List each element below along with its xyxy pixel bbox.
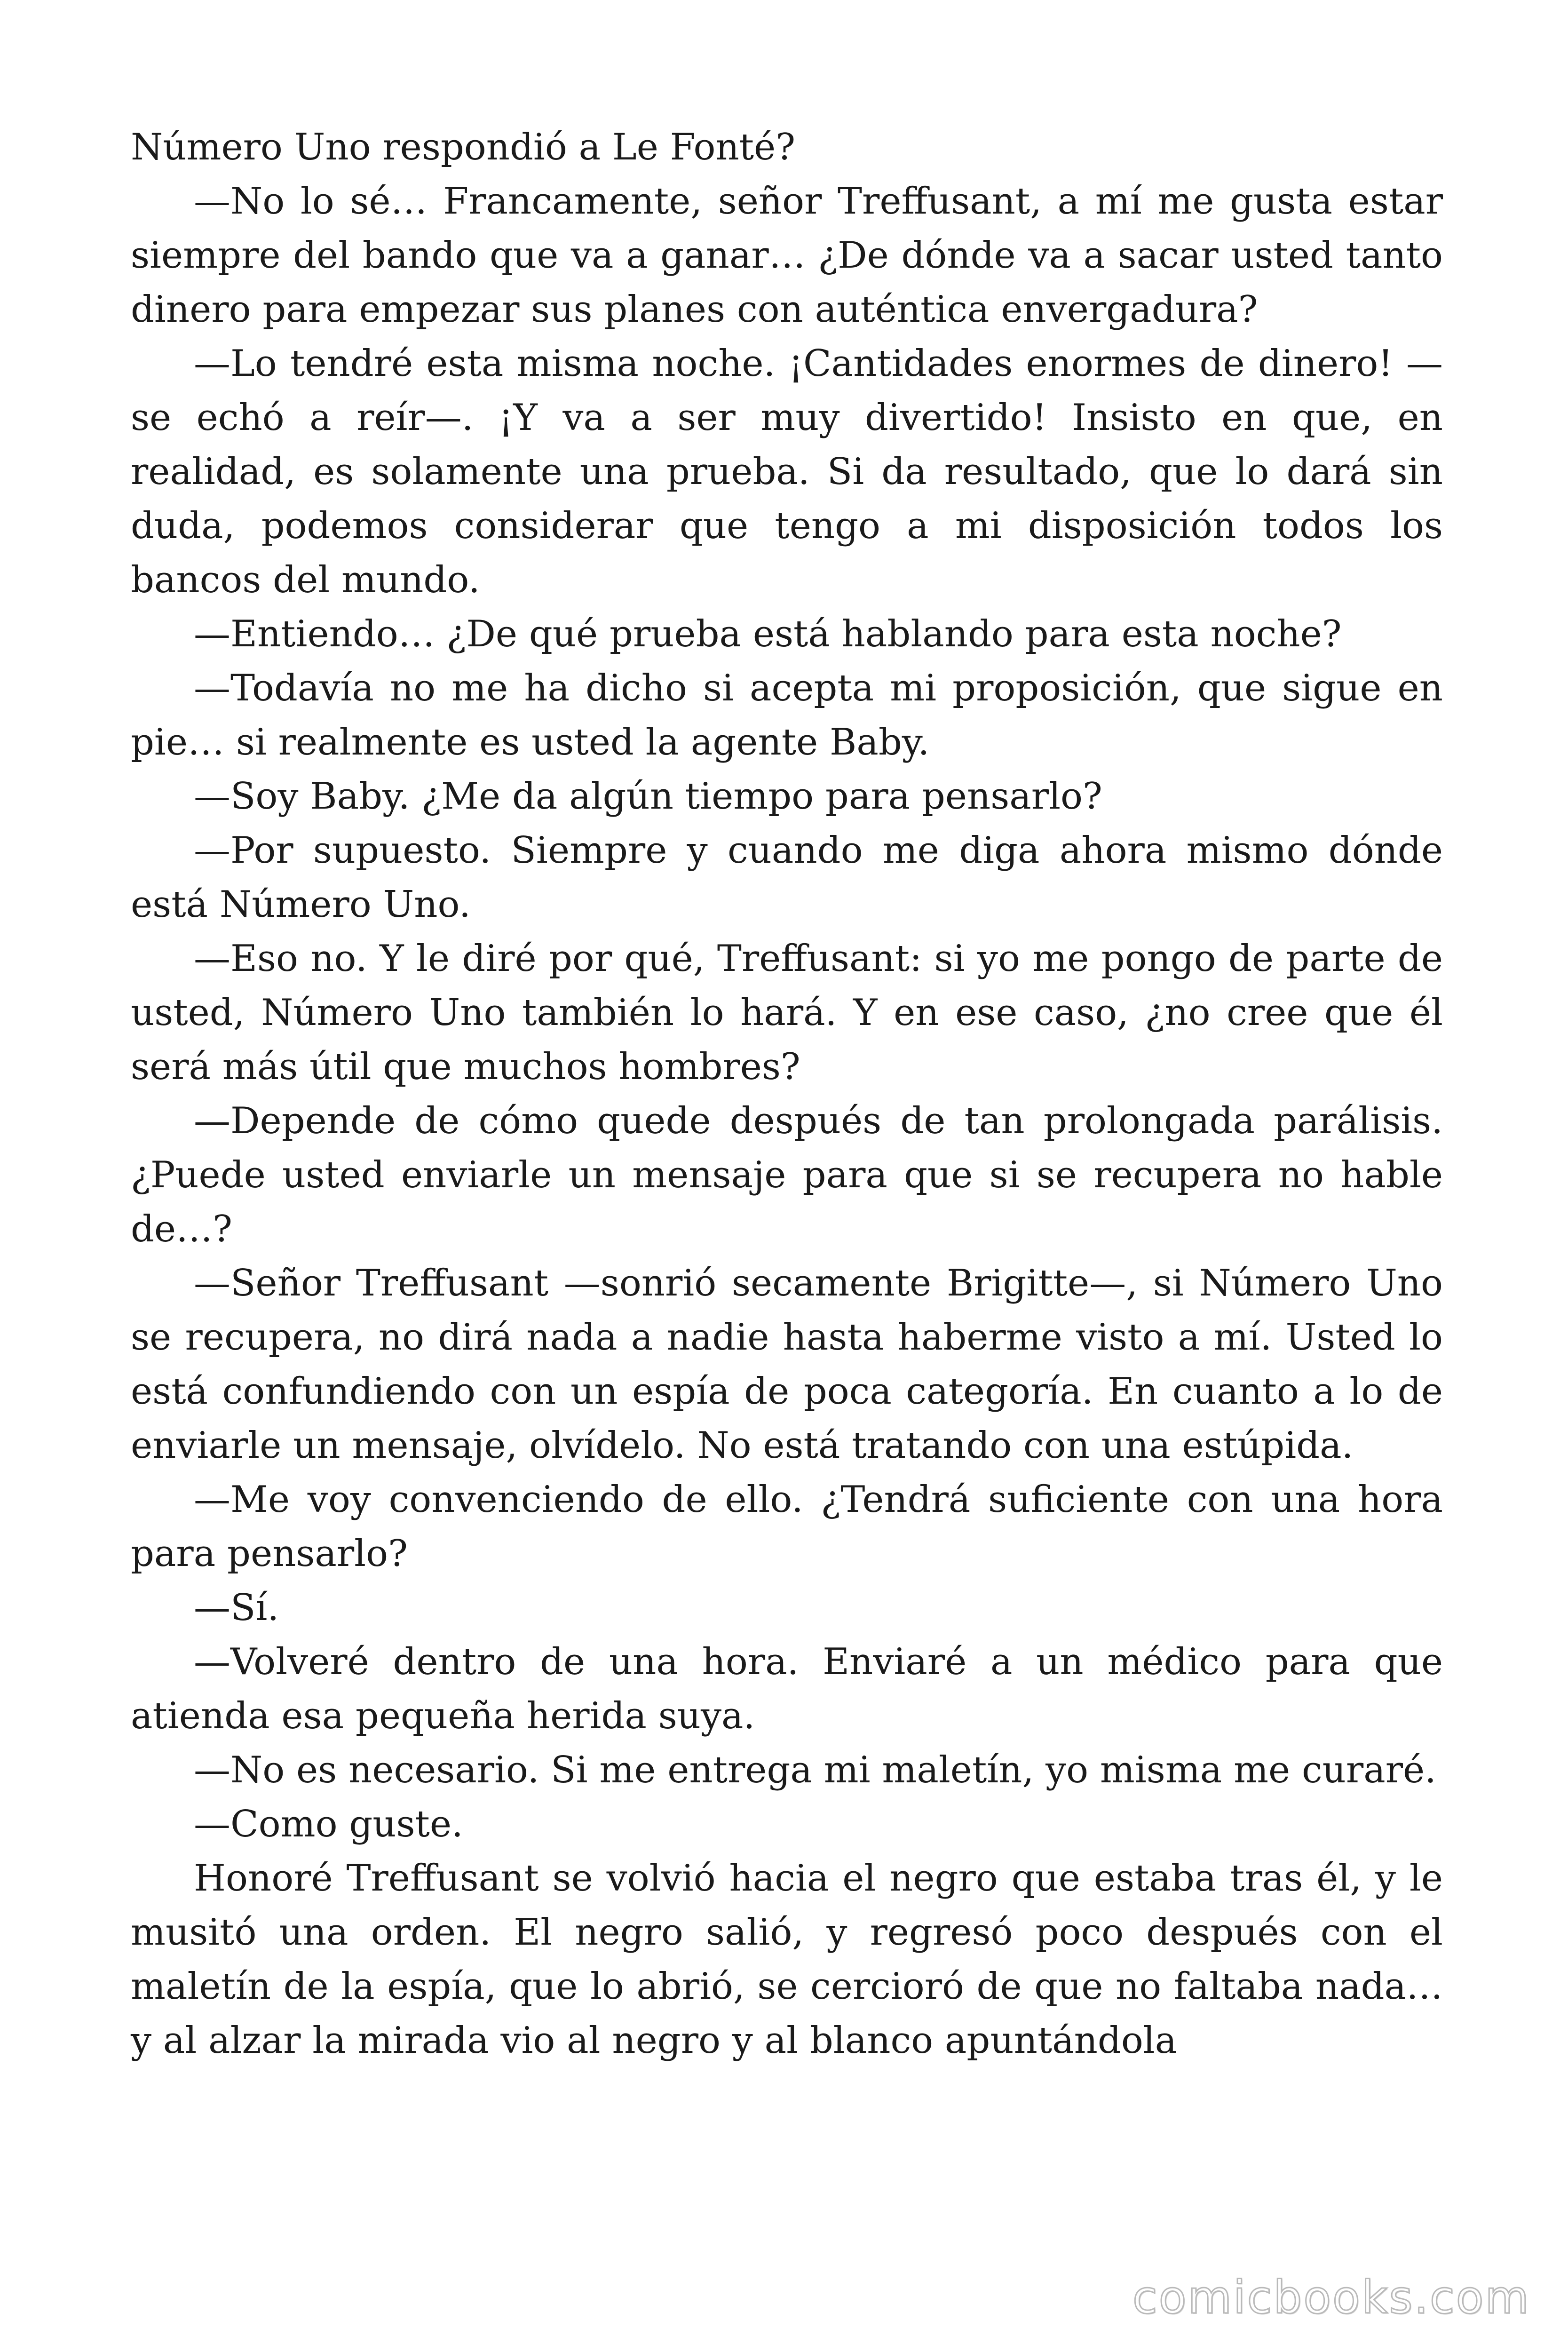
paragraph: —Depende de cómo quede después de tan prolongada parálisis. ¿Puede usted enviarle un mensaje para que si se recupera no hable de…? bbox=[131, 1100, 1443, 1250]
paragraph: —No lo sé… Francamente, señor Treffusant, a mí me gusta estar siempre del bando que va a ganar… ¿De dónde va a sacar usted tanto dinero para empezar sus planes con auténtica envergadura? bbox=[131, 180, 1443, 331]
paragraph: —Sí. bbox=[194, 1587, 279, 1629]
paragraph: —Señor Treffusant —sonrió secamente Brigitte—, si Número Uno se recupera, no dirá nada a nadie hasta haberme visto a mí. Usted lo está confundiendo con un espía de poca categoría. En cuanto a lo de enviarle un mensaje, olvídelo. No está tratando con una estúpida. bbox=[131, 1262, 1443, 1467]
paragraph: —Volveré dentro de una hora. Enviaré a un médico para que atienda esa pequeña herida suya. bbox=[131, 1641, 1443, 1737]
paragraph: —Me voy convenciendo de ello. ¿Tendrá suficiente con una hora para pensarlo? bbox=[131, 1478, 1443, 1575]
paragraph: —Como guste. bbox=[194, 1803, 463, 1845]
paragraph: —Por supuesto. Siempre y cuando me diga ahora mismo dónde está Número Uno. bbox=[131, 829, 1443, 926]
paragraph: —Lo tendré esta misma noche. ¡Cantidades enormes de dinero! —se echó a reír—. ¡Y va a ser muy divertido! Insisto en que, en realidad, es solamente una prueba. Si da resultado, que lo dará sin duda, podemos considerar que tengo a mi disposición todos los bancos del mundo. bbox=[131, 342, 1443, 601]
paragraph: —Todavía no me ha dicho si acepta mi proposición, que sigue en pie… si realmente es usted la agente Baby. bbox=[131, 667, 1443, 763]
paragraph: —Eso no. Y le diré por qué, Treffusant: si yo me pongo de parte de usted, Número Uno también lo hará. Y en ese caso, ¿no cree que él será más útil que muchos hombres? bbox=[131, 938, 1443, 1088]
paragraph: Número Uno respondió a Le Fonté? bbox=[131, 126, 796, 168]
watermark: comicbooks.com bbox=[1132, 2271, 1530, 2324]
paragraph: —Entiendo… ¿De qué prueba está hablando para esta noche? bbox=[194, 613, 1342, 655]
body-text bbox=[131, 120, 1443, 2068]
paragraph: —Soy Baby. ¿Me da algún tiempo para pensarlo? bbox=[194, 775, 1102, 818]
paragraph: —No es necesario. Si me entrega mi maletín, yo misma me curaré. bbox=[194, 1749, 1436, 1791]
paragraph: Honoré Treffusant se volvió hacia el negro que estaba tras él, y le musitó una orden. El negro salió, y regresó poco después con el maletín de la espía, que lo abrió, se cercioró de que no faltaba nada… y al alzar la mirada vio al negro y al blanco apuntándola bbox=[131, 1857, 1443, 2062]
